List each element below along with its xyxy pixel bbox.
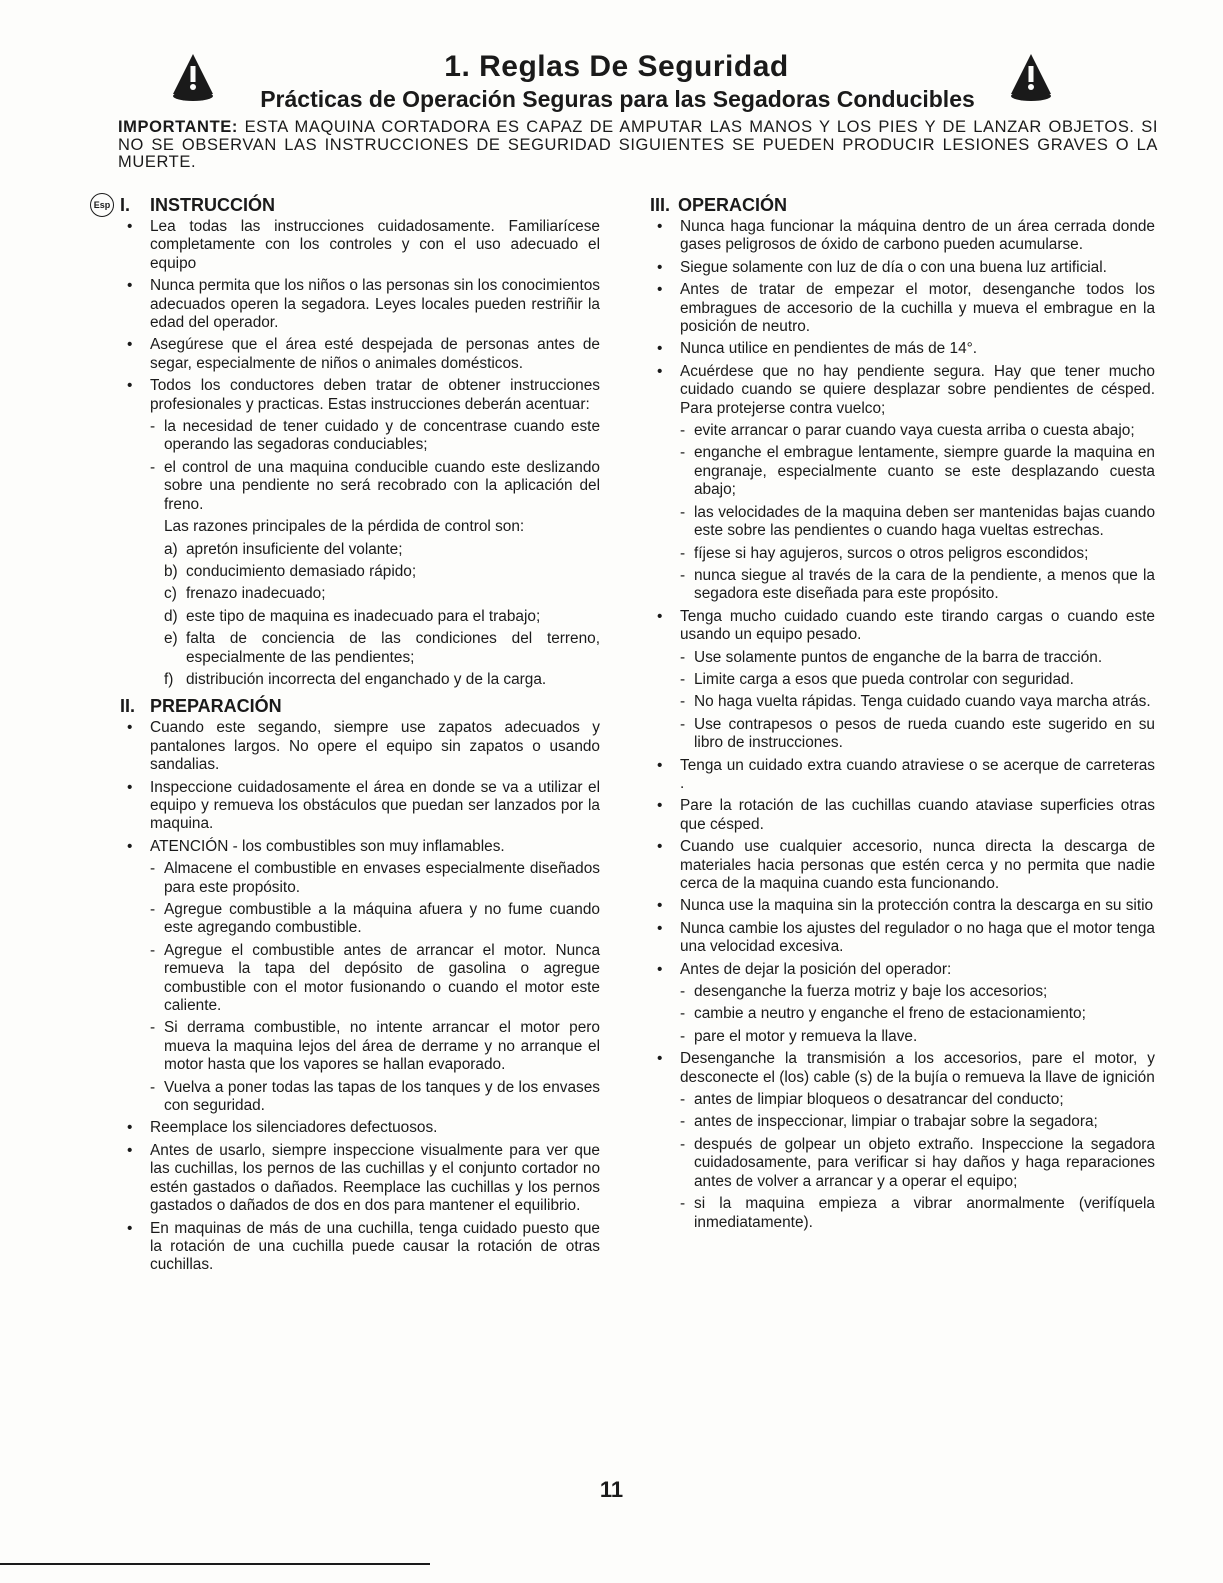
sub-list-item: - No haga vuelta rápidas. Tenga cuidado cuando vaya marcha atrás. bbox=[650, 693, 1155, 711]
reason-text: conducimiento demasiado rápido; bbox=[186, 562, 417, 580]
important-text: ESTA MAQUINA CORTADORA ES CAPAZ DE AMPUTAR LAS MANOS Y LOS PIES Y DE LANZAR OBJETOS. SI NO SE OBSERVAN LAS INSTRUCCIONES DE SEGURIDAD SIGUIENTES SE PUEDEN PRODUCIR LESIONES GRAVES O LA MUERTE. bbox=[118, 118, 1159, 171]
reason-letter: e) bbox=[164, 630, 178, 648]
list-item: • Lea todas las instrucciones cuidadosamente. Familiarícese completamente con los controles y con el uso adecuado el equipo bbox=[120, 218, 600, 273]
left-column bbox=[93, 194, 600, 1279]
list-item: • ATENCIÓN - los combustibles son muy inflamables. bbox=[120, 838, 600, 856]
section-number: I. bbox=[120, 195, 131, 215]
sub-list-item: - Agregue combustible a la máquina afuera y no fume cuando este agregando combustible. bbox=[120, 901, 600, 938]
sub-list-item: - Agregue el combustible antes de arrancar el motor. Nunca remueva la tapa del depósito de gasolina o agregue combustible con el motor fusionando o cuando el motor este caliente. bbox=[120, 942, 600, 1016]
sub-list-item: - las velocidades de la maquina deben ser mantenidas bajas cuando este sobre las pendientes o cuando haga vueltas estrechas. bbox=[650, 504, 1155, 541]
list-item: • Nunca permita que los niños o las personas sin los conocimientos adecuados operen la segadora. Leyes locales pueden restriñir la edad del operador. bbox=[120, 277, 600, 332]
sub-list-item: - fíjese si hay agujeros, surcos o otros peligros escondidos; bbox=[650, 545, 1155, 563]
footer-rule bbox=[0, 1563, 430, 1565]
reason-text: frenazo inadecuado; bbox=[186, 585, 326, 603]
reason-letter: f) bbox=[164, 670, 174, 688]
sub-list-item: - desenganche la fuerza motriz y baje los accesorios; bbox=[650, 983, 1155, 1001]
section-title: INSTRUCCIÓN bbox=[150, 195, 275, 215]
reason-text: apretón insuficiente del volante; bbox=[186, 540, 403, 558]
reason-item bbox=[120, 630, 600, 667]
important-label: IMPORTANTE: bbox=[118, 118, 238, 136]
reason-letter: b) bbox=[164, 562, 178, 580]
list-item: • Desenganche la transmisión a los accesorios, pare el motor, y desconecte el (los) cable (s) de la bujía o remueva la llave de ignición bbox=[650, 1050, 1155, 1087]
sub-list-item: - Use contrapesos o pesos de rueda cuando este sugerido en su libro de instrucciones. bbox=[650, 716, 1155, 753]
sub-list-item: - Vuelva a poner todas las tapas de los tanques y de los envases con seguridad. bbox=[120, 1079, 600, 1116]
list-item: • Siegue solamente con luz de día o con una buena luz artificial. bbox=[650, 259, 1155, 277]
list-item: • Antes de tratar de empezar el motor, desenganche todos los embragues de accesorio de la cuchilla y mueva el embrague en la posición de neutro. bbox=[650, 281, 1155, 336]
list-item: • Pare la rotación de las cuchillas cuando ataviase superficies otras que césped. bbox=[650, 797, 1155, 834]
sub-list-item: - Almacene el combustible en envases especialmente diseñados para este propósito. bbox=[120, 860, 600, 897]
page-header bbox=[0, 50, 1223, 113]
list-item: • Nunca use la maquina sin la protección contra la descarga en su sitio bbox=[650, 897, 1155, 915]
sub-list-item: - después de golpear un objeto extraño. Inspeccione la segadora cuidadosamente, para verificar si hay daños y haga reparaciones antes de volver a arrancar y a operar el equipo; bbox=[650, 1136, 1155, 1191]
sub-list-item: - el control de una maquina conducible cuando este deslizando sobre una pendiente no será recobrado con la aplicación del freno. bbox=[120, 459, 600, 514]
sub-list-item: - Limite carga a esos que pueda controlar con seguridad. bbox=[650, 671, 1155, 689]
list-item: • Asegúrese que el área esté despejada de personas antes de segar, especialmente de niños o animales domésticos. bbox=[120, 336, 600, 373]
reason-item bbox=[120, 671, 600, 689]
list-item: • Antes de dejar la posición del operador: bbox=[650, 961, 1155, 979]
list-item: • Inspeccione cuidadosamente el área en donde se va a utilizar el equipo y remueva los obstáculos que puedan ser lanzados por la maquina. bbox=[120, 779, 600, 834]
section-number: III. bbox=[650, 195, 671, 215]
reason-item bbox=[120, 608, 600, 626]
reason-item bbox=[120, 541, 600, 559]
section-heading-instruccion bbox=[93, 194, 600, 216]
paragraph: Las razones principales de la pérdida de control son: bbox=[164, 518, 525, 536]
sub-list-item: - cambie a neutro y enganche el freno de estacionamiento; bbox=[650, 1005, 1155, 1023]
sub-list-item: - Si derrama combustible, no intente arrancar el motor pero mueva la maquina lejos del área de derrame y no arranque el motor hasta que los vapores se hallan evaporado. bbox=[120, 1019, 600, 1074]
page-title: 1. Reglas De Seguridad bbox=[444, 50, 789, 83]
reason-text: este tipo de maquina es inadecuado para el trabajo; bbox=[186, 607, 541, 625]
list-item: • Todos los conductores deben tratar de obtener instrucciones profesionales y practicas. Estas instrucciones deberán acentuar: bbox=[120, 377, 600, 414]
list-item: • Cuando use cualquier accesorio, nunca directa la descarga de materiales hacia personas que estén cerca y no permita que nadie cerca de la maquina cuando esta funcionando. bbox=[650, 838, 1155, 893]
sub-list-item: - si la maquina empieza a vibrar anormalmente (verifíquela inmediatamente). bbox=[650, 1195, 1155, 1232]
reason-item bbox=[120, 585, 600, 603]
section-heading-preparacion bbox=[120, 695, 600, 717]
sub-list-item: - nunca siegue al través de la cara de la pendiente, a menos que la segadora este diseñada para este propósito. bbox=[650, 567, 1155, 604]
sub-list-item: - antes de limpiar bloqueos o desatrancar del conducto; bbox=[650, 1091, 1155, 1109]
sub-list-item: - antes de inspeccionar, limpiar o trabajar sobre la segadora; bbox=[650, 1113, 1155, 1131]
list-item: • En maquinas de más de una cuchilla, tenga cuidado puesto que la rotación de una cuchilla puede causar la rotación de otras cuchillas. bbox=[120, 1220, 600, 1275]
sub-list-item: - pare el motor y remueva la llave. bbox=[650, 1028, 1155, 1046]
right-column bbox=[650, 194, 1155, 1236]
page-subtitle: Prácticas de Operación Seguras para las Segadoras Conducibles bbox=[260, 86, 975, 112]
reason-item bbox=[120, 563, 600, 581]
list-item: • Nunca haga funcionar la máquina dentro de un área cerrada donde gases peligrosos de óxido de carbono pueden acumularse. bbox=[650, 218, 1155, 255]
section-title: OPERACIÓN bbox=[678, 195, 788, 215]
section-heading-operacion bbox=[650, 194, 1155, 216]
sub-list-item: - enganche el embrague lentamente, siempre guarde la maquina en engranaje, especialmente cuanto se este desplazando cuesta abajo; bbox=[650, 444, 1155, 499]
list-item: • Antes de usarlo, siempre inspeccione visualmente para ver que las cuchillas, los pernos de las cuchillas y el conjunto cortador no estén gastados o dañados. Reemplace las cuchillas y los pernos gastados o dañados de dos en dos para mantener el equilibrio. bbox=[120, 1142, 600, 1216]
sub-list-item: - la necesidad de tener cuidado y de concentrase cuando este operando las segadoras conduciables; bbox=[120, 418, 600, 455]
reason-letter: c) bbox=[164, 585, 177, 603]
sub-list-item: - evite arrancar o parar cuando vaya cuesta arriba o cuesta abajo; bbox=[650, 422, 1155, 440]
list-item: • Tenga un cuidado extra cuando atraviese o se acerque de carreteras . bbox=[650, 757, 1155, 794]
reason-letter: a) bbox=[164, 540, 178, 558]
list-item: • Acuérdese que no hay pendiente segura. Hay que tener mucho cuidado cuando se quiere desplazar sobre pendientes de césped. Para protejerse contra vuelco; bbox=[650, 363, 1155, 418]
sub-list-item: - Use solamente puntos de enganche de la barra de tracción. bbox=[650, 649, 1155, 667]
language-badge-icon: Esp bbox=[90, 193, 114, 217]
page-number: 11 bbox=[599, 1477, 624, 1502]
list-item: • Nunca utilice en pendientes de más de 14°. bbox=[650, 340, 1155, 358]
reason-text: falta de conciencia de las condiciones del terreno, especialmente de las pendientes; bbox=[186, 630, 600, 666]
reason-letter: d) bbox=[164, 607, 178, 625]
important-warning bbox=[118, 119, 1158, 172]
list-item: • Cuando este segando, siempre use zapatos adecuados y pantalones largos. No opere el equipo sin zapatos o usando sandalias. bbox=[120, 719, 600, 774]
reason-text: distribución incorrecta del enganchado y de la carga. bbox=[186, 670, 547, 688]
list-item: • Reemplace los silenciadores defectuosos. bbox=[120, 1119, 600, 1137]
section-title: PREPARACIÓN bbox=[150, 696, 282, 717]
list-item: • Nunca cambie los ajustes del regulador o no haga que el motor tenga una velocidad excesiva. bbox=[650, 920, 1155, 957]
list-item: • Tenga mucho cuidado cuando este tirando cargas o cuando este usando un equipo pesado. bbox=[650, 608, 1155, 645]
section-number: II. bbox=[120, 696, 136, 717]
